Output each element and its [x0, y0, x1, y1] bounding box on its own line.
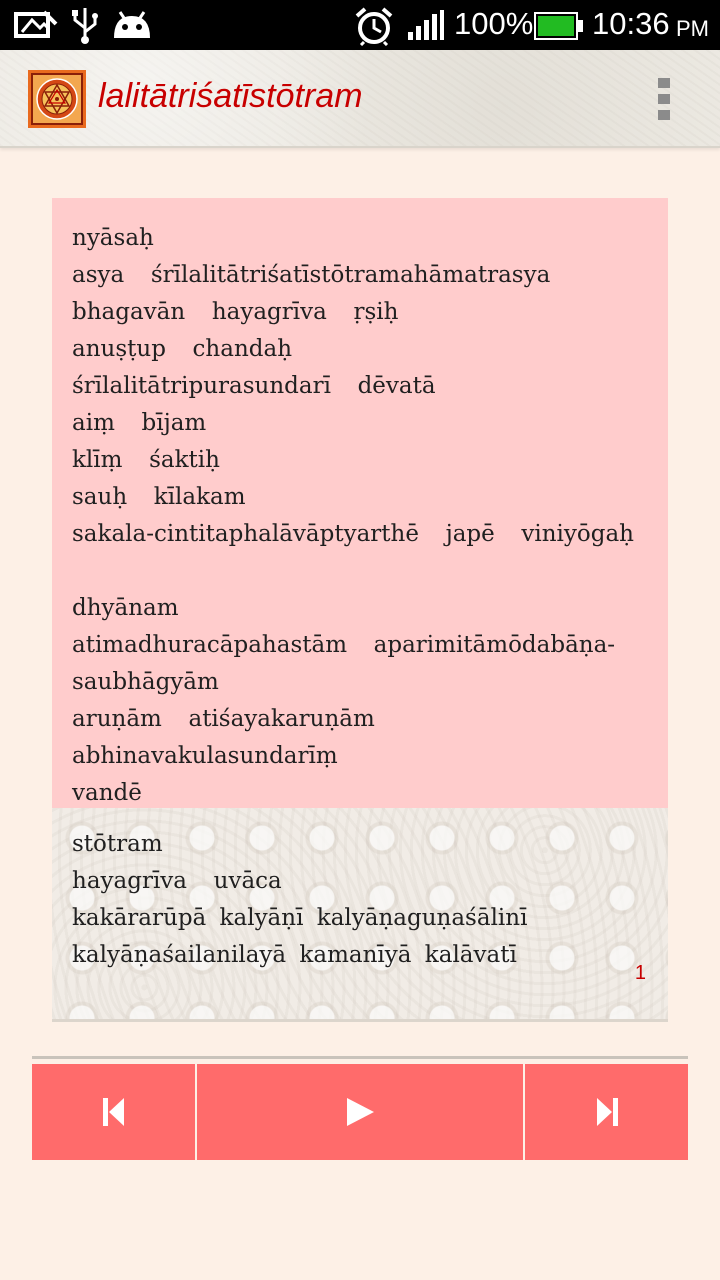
image-icon — [14, 10, 58, 40]
stotram-card — [52, 198, 668, 1022]
app-title: lalitātriśatīstōtram — [98, 77, 363, 115]
overflow-menu-icon[interactable] — [652, 78, 676, 122]
intro-text: nyāsaḥ asya śrīlalitātriśatīstōtramahāmatrasya bhagavān hayagrīva ṛṣiḥ anuṣṭup chandaḥ śrīlalitātripurasundarī dēvatā aiṃ bījam klīṃ śaktiḥ sauḥ kīlakam sakala-cintitaphalāvāptyarthē japē viniyōgaḥ dhyānam atimadhuracāpahastām aparimitāmōdabāṇa- saubhāgyām aruṇām atiśayakaruṇām abhinavakulasundarīṃ vandē — [72, 225, 634, 806]
battery-percent: 100% — [454, 6, 534, 41]
next-button[interactable] — [525, 1064, 688, 1160]
play-button[interactable] — [197, 1064, 523, 1160]
intro-section — [52, 198, 668, 808]
skip-next-icon — [593, 1096, 621, 1128]
action-bar — [0, 50, 720, 148]
signal-icon — [406, 10, 444, 40]
sri-yantra-icon[interactable] — [28, 70, 86, 128]
clock-time: 10:36 — [592, 6, 670, 41]
previous-button[interactable] — [32, 1064, 195, 1160]
divider — [32, 1056, 688, 1059]
alarm-icon — [354, 6, 394, 46]
play-icon — [344, 1096, 376, 1128]
clock-ampm: PM — [676, 16, 709, 41]
verse-number: 1 — [634, 962, 646, 984]
android-icon — [112, 10, 152, 40]
skip-previous-icon — [100, 1096, 128, 1128]
status-bar — [0, 0, 720, 50]
verse-section — [52, 808, 668, 1022]
usb-icon — [70, 6, 100, 44]
verse-text: stōtram hayagrīva uvāca kakārarūpā kalyāṇī kalyāṇaguṇaśālinī kalyāṇaśailanilayā kamanīyā kalāvatī — [72, 831, 528, 968]
battery-icon — [534, 12, 584, 40]
